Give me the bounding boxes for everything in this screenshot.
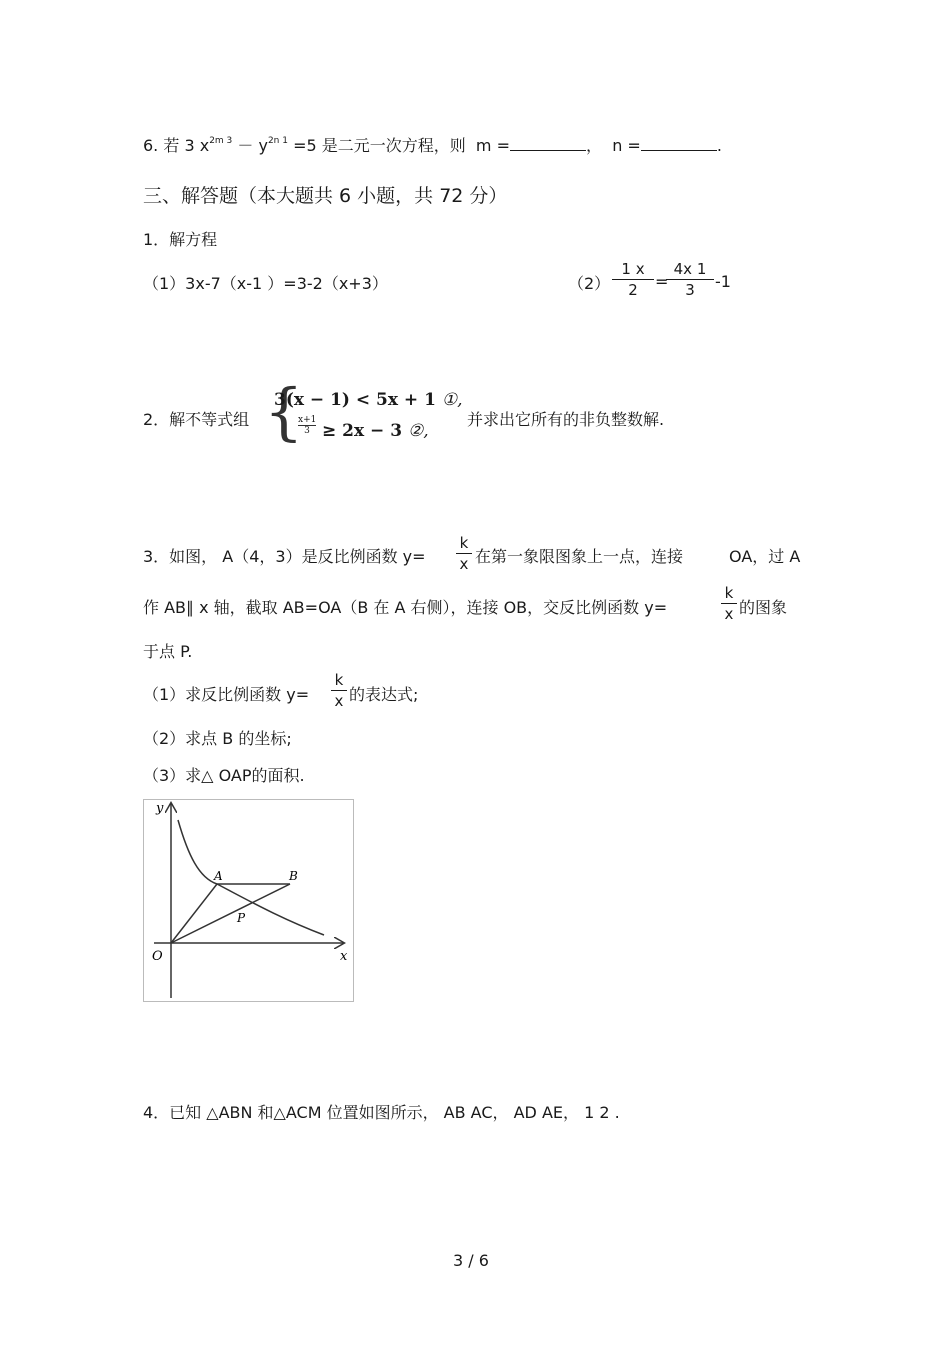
p2-brace: { — [264, 375, 304, 448]
p1-part1: （1）3x-7（x-1 ）=3-2（x+3） — [143, 274, 388, 293]
label-O: O — [152, 949, 163, 964]
p1-frac2-numerator: 4x 1 — [673, 260, 707, 278]
p3-line3: 于点 P. — [143, 642, 193, 661]
p2-inequality-2: ≥ 2x − 3 — [322, 421, 403, 441]
p1-equals: = — [655, 272, 669, 291]
p3-frac3-k: k — [334, 671, 344, 689]
label-y: y — [156, 801, 164, 816]
q6-m-label: m = — [475, 136, 510, 155]
segment-OB — [171, 884, 290, 943]
p1-frac2-denominator: 3 — [685, 281, 695, 299]
p2-mark-1: ①, — [441, 390, 463, 410]
p3-frac2-bar — [721, 603, 737, 604]
p2-frac-denominator: 3 — [304, 426, 310, 436]
q6-n-label: n = — [612, 136, 641, 155]
segment-OA — [171, 884, 217, 943]
p3-fraction-1 — [456, 534, 472, 573]
p3-figure-svg — [144, 800, 353, 1001]
p3-q1-a: （1）求反比例函数 y= — [143, 685, 310, 704]
q6-line — [143, 133, 722, 156]
page-number: 3 / 6 — [453, 1251, 489, 1270]
p1-part2-label: （2） — [568, 274, 611, 293]
q6-exponent-1: 2m 3 — [209, 136, 233, 146]
p3-frac3-bar — [331, 690, 347, 691]
q6-post: =5 是二元一次方程，则 — [293, 136, 466, 155]
label-x: x — [340, 949, 348, 964]
p3-q1-b: 的表达式; — [349, 685, 419, 704]
p3-frac2-x: x — [724, 605, 734, 623]
p3-line2-b: 的图象 — [739, 598, 788, 617]
p1-frac2-bar — [666, 279, 714, 280]
q6-pre: 若 3 x — [163, 136, 210, 155]
p1-fraction-1 — [612, 260, 654, 299]
p1-frac1-denominator: 2 — [628, 281, 638, 299]
q6-end: . — [716, 136, 722, 155]
p3-figure — [143, 799, 354, 1002]
p2-heading: 2．解不等式组 — [143, 410, 250, 429]
p3-frac1-k: k — [459, 534, 469, 552]
p1-heading: 1．解方程 — [143, 230, 218, 249]
p3-frac1-bar — [456, 553, 472, 554]
q6-m-blank[interactable] — [510, 136, 586, 151]
p1-fraction-2 — [666, 260, 714, 299]
p3-q3: （3）求△ OAP的面积. — [143, 766, 305, 785]
p3-frac3-x: x — [334, 692, 344, 710]
hyperbola-curve — [178, 820, 324, 935]
label-B: B — [289, 869, 298, 883]
section-title: 三、解答题（本大题共 6 小题，共 72 分） — [143, 185, 508, 207]
q6-exponent-2: 2n 1 — [267, 136, 288, 146]
p2-inequality-system — [264, 375, 464, 452]
p3-fraction-2 — [721, 584, 737, 623]
q6-n-blank[interactable] — [641, 136, 717, 151]
p3-line2-a: 作 AB∥ x 轴，截取 AB=OA（B 在 A 右侧），连接 OB，交反比例函数 y= — [143, 598, 668, 617]
p4-line: 4．已知 △ABN 和△ACM 位置如图所示， AB AC， AD AE， 1 2 . — [143, 1103, 620, 1122]
p2-inequality-1: 3(x − 1) < 5x + 1 — [274, 390, 436, 410]
p2-tail: 并求出它所有的非负整数解. — [467, 410, 665, 429]
p3-fraction-3 — [331, 671, 347, 710]
label-P: P — [237, 911, 246, 925]
p2-frac-numerator: x+1 — [298, 415, 317, 425]
p1-tail: -1 — [715, 272, 731, 291]
p3-frac2-k: k — [724, 584, 734, 602]
p3-frac1-x: x — [459, 555, 469, 573]
p1-frac1-numerator: 1 x — [621, 260, 645, 278]
p3-line1-b: 在第一象限图象上一点，连接 — [475, 547, 684, 566]
q6-number: 6. — [143, 136, 159, 155]
q6-mid: － y — [237, 136, 268, 155]
p2-mark-2: ②, — [407, 421, 429, 441]
label-A: A — [214, 869, 223, 883]
p3-q2: （2）求点 B 的坐标; — [143, 729, 292, 748]
p3-line1-c: OA，过 A — [729, 547, 801, 566]
p1-frac1-bar — [612, 279, 654, 280]
q6-separator: ， — [586, 136, 603, 155]
p3-line1-a: 3．如图， A（4，3）是反比例函数 y= — [143, 547, 426, 566]
